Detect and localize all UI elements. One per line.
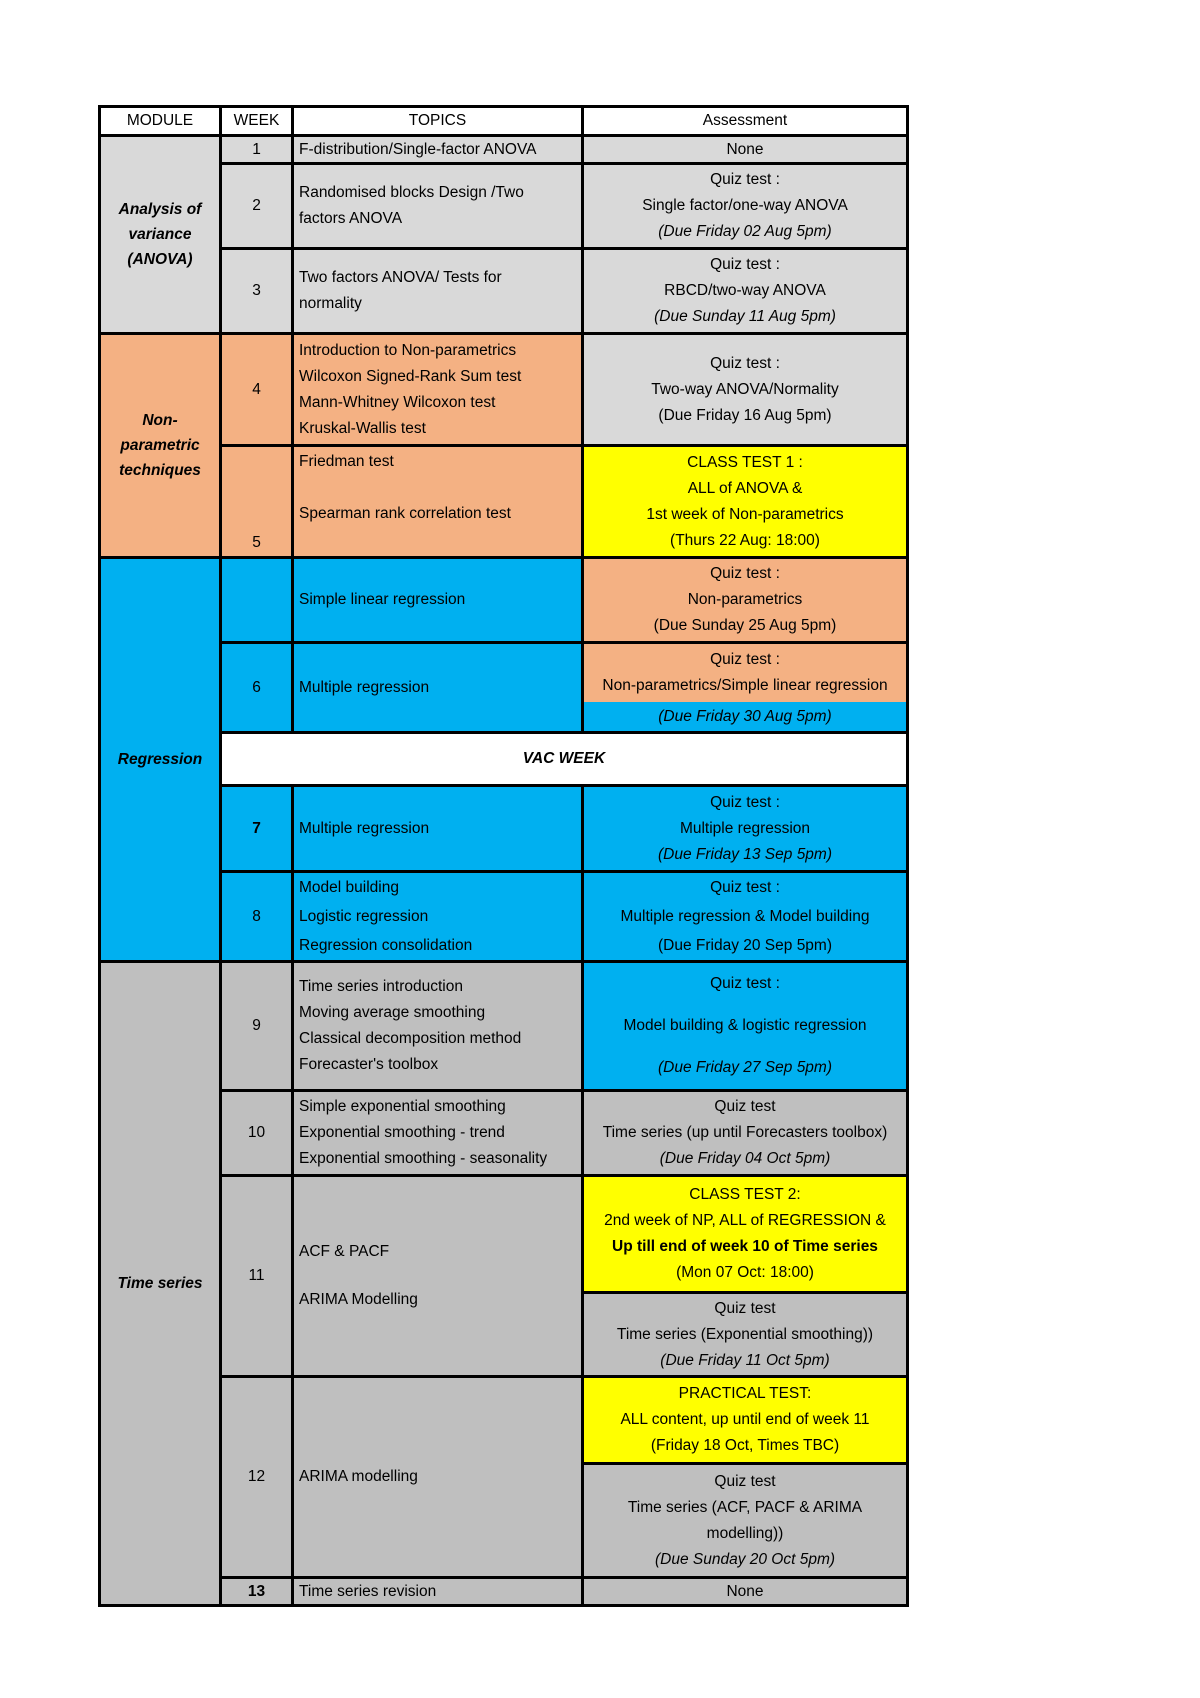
topics-cell: Time series revision <box>293 1578 583 1606</box>
week-cell: 7 <box>221 786 293 872</box>
topics-cell: ACF & PACF ARIMA Modelling <box>293 1176 583 1377</box>
topics-cell: Simple exponential smoothing Exponential smoothing - trend Exponential smoothing - seasonality <box>293 1091 583 1176</box>
topics-cell: Time series introduction Moving average smoothing Classical decomposition method Forecaster's toolbox <box>293 962 583 1091</box>
week-cell: 1 <box>221 136 293 164</box>
table-row <box>100 643 908 733</box>
topics-cell: Randomised blocks Design /Two factors ANOVA <box>293 164 583 249</box>
table-row <box>100 558 908 643</box>
assessment-cell: PRACTICAL TEST: ALL content, up until end of week 11 (Friday 18 Oct, Times TBC) Quiz test Time series (ACF, PACF & ARIMA modelling)) (Due Sunday 20 Oct 5pm) <box>583 1377 908 1578</box>
class-test-2-cell: CLASS TEST 2: 2nd week of NP, ALL of REGRESSION & Up till end of week 10 of Time series (Mon 07 Oct: 18:00) <box>584 1177 906 1294</box>
week-cell: 13 <box>221 1578 293 1606</box>
week-cell: 4 <box>221 334 293 446</box>
week-cell <box>221 558 293 643</box>
table-row <box>100 136 908 164</box>
week-cell: 5 <box>221 446 293 558</box>
header-row <box>100 107 908 136</box>
topics-cell: F-distribution/Single-factor ANOVA <box>293 136 583 164</box>
header-assessment: Assessment <box>583 107 908 136</box>
table-row <box>100 1377 908 1578</box>
table-row <box>100 962 908 1091</box>
table-row <box>100 1176 908 1377</box>
header-week: WEEK <box>221 107 293 136</box>
week-cell: 12 <box>221 1377 293 1578</box>
assessment-cell: CLASS TEST 2: 2nd week of NP, ALL of REGRESSION & Up till end of week 10 of Time series (Mon 07 Oct: 18:00) Quiz test Time series (Exponential smoothing)) (Due Friday 11 Oct 5pm) <box>583 1176 908 1377</box>
topics-cell: Model building Logistic regression Regression consolidation <box>293 872 583 962</box>
week-cell: 8 <box>221 872 293 962</box>
assessment-cell: Quiz test : Multiple regression (Due Friday 13 Sep 5pm) <box>583 786 908 872</box>
table-row <box>100 446 908 558</box>
topics-cell: Simple linear regression <box>293 558 583 643</box>
topics-cell: ARIMA modelling <box>293 1377 583 1578</box>
practical-test-cell: PRACTICAL TEST: ALL content, up until end of week 11 (Friday 18 Oct, Times TBC) <box>584 1378 906 1465</box>
table-row <box>100 872 908 962</box>
assessment-cell: None <box>583 1578 908 1606</box>
assessment-cell: None <box>583 136 908 164</box>
module-anova: Analysis of variance (ANOVA) <box>100 136 221 334</box>
assessment-cell: Quiz test : RBCD/two-way ANOVA (Due Sunday 11 Aug 5pm) <box>583 249 908 334</box>
table-row <box>100 1091 908 1176</box>
assessment-cell: Quiz test Time series (up until Forecasters toolbox) (Due Friday 04 Oct 5pm) <box>583 1091 908 1176</box>
table-row <box>100 1578 908 1606</box>
week-cell: 9 <box>221 962 293 1091</box>
module-regression: Regression <box>100 558 221 962</box>
week-cell: 10 <box>221 1091 293 1176</box>
header-topics: TOPICS <box>293 107 583 136</box>
week-cell: 11 <box>221 1176 293 1377</box>
module-nonparametric: Non- parametric techniques <box>100 334 221 558</box>
schedule-table <box>98 105 909 1607</box>
topics-cell: Two factors ANOVA/ Tests for normality <box>293 249 583 334</box>
assessment-cell: Quiz test : Non-parametrics (Due Sunday 25 Aug 5pm) <box>583 558 908 643</box>
assessment-cell: Quiz test : Non-parametrics/Simple linear regression (Due Friday 30 Aug 5pm) <box>583 643 908 733</box>
week-cell: 3 <box>221 249 293 334</box>
week-cell: 6 <box>221 643 293 733</box>
assessment-cell: Quiz test : Multiple regression & Model building (Due Friday 20 Sep 5pm) <box>583 872 908 962</box>
table-row <box>100 249 908 334</box>
table-row <box>100 334 908 446</box>
header-module: MODULE <box>100 107 221 136</box>
vac-week-label: VAC WEEK <box>221 733 908 786</box>
topics-cell: Introduction to Non-parametrics Wilcoxon Signed-Rank Sum test Mann-Whitney Wilcoxon test Kruskal-Wallis test <box>293 334 583 446</box>
topics-cell: Multiple regression <box>293 643 583 733</box>
week-cell: 2 <box>221 164 293 249</box>
topics-cell: Multiple regression <box>293 786 583 872</box>
table-row <box>100 164 908 249</box>
topics-cell: Friedman test Spearman rank correlation test <box>293 446 583 558</box>
table-row <box>100 786 908 872</box>
vac-week-row <box>100 733 908 786</box>
class-test-1-cell: CLASS TEST 1 : ALL of ANOVA & 1st week of Non-parametrics (Thurs 22 Aug: 18:00) <box>583 446 908 558</box>
module-time-series: Time series <box>100 962 221 1606</box>
assessment-cell: Quiz test : Model building & logistic regression (Due Friday 27 Sep 5pm) <box>583 962 908 1091</box>
assessment-cell: Quiz test : Single factor/one-way ANOVA (Due Friday 02 Aug 5pm) <box>583 164 908 249</box>
assessment-cell: Quiz test : Two-way ANOVA/Normality (Due Friday 16 Aug 5pm) <box>583 334 908 446</box>
